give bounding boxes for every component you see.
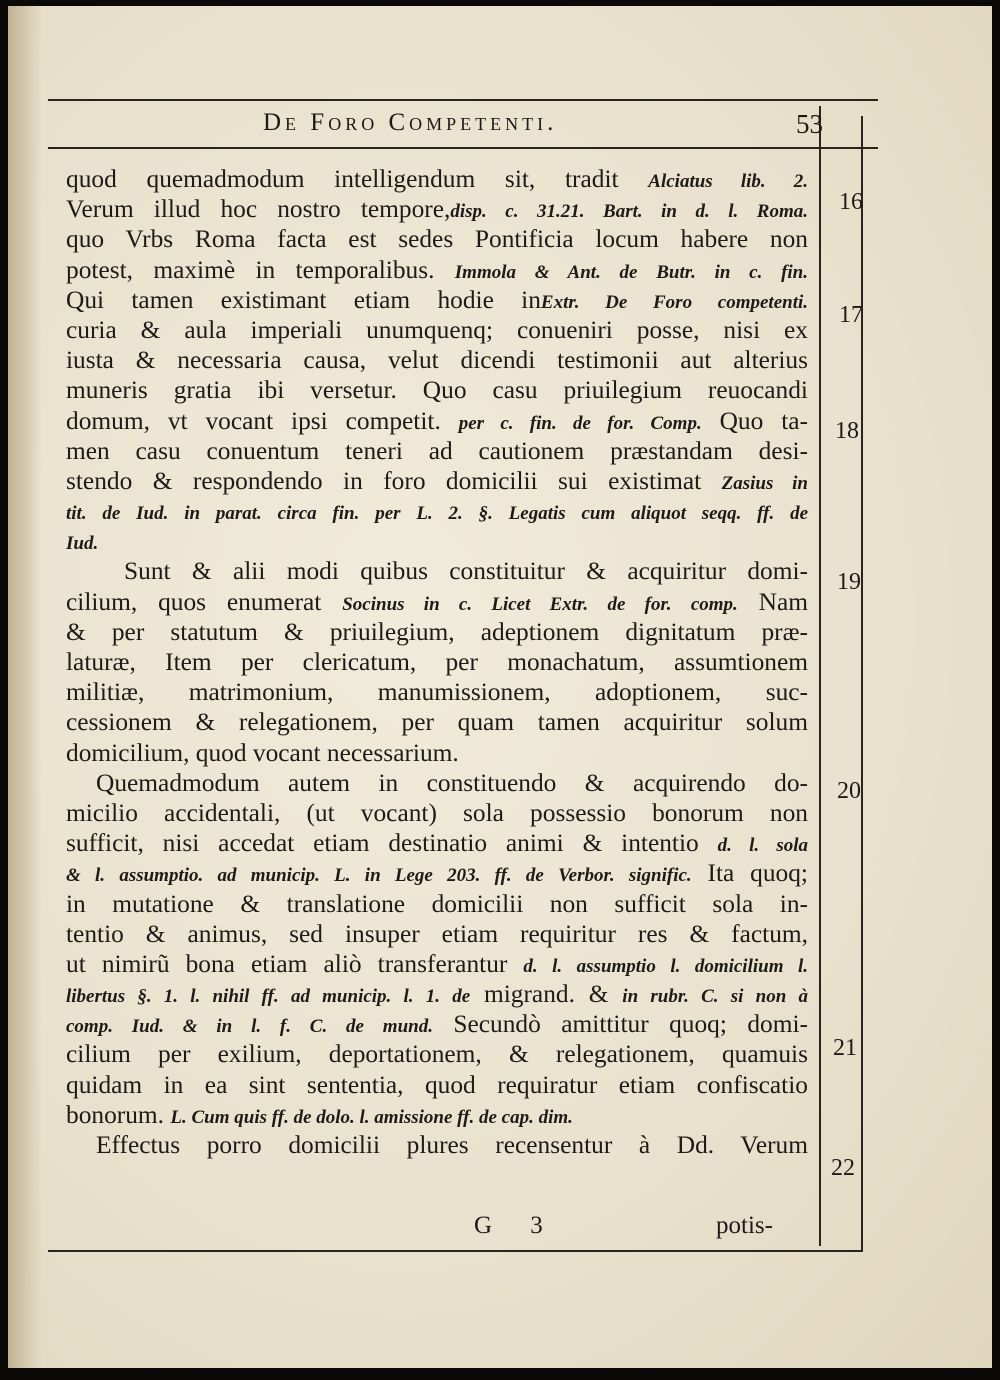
text-line <box>66 164 808 194</box>
text-line <box>66 828 808 858</box>
text-line <box>66 768 808 798</box>
citation-text: comp. Iud. & in l. f. C. de mund. <box>66 1016 433 1038</box>
citation-text: Zasius in <box>721 472 808 494</box>
margin-number: 20 <box>837 778 861 804</box>
text-line <box>66 707 808 737</box>
line-text: bonorum. <box>66 1100 171 1129</box>
text-line <box>66 858 808 888</box>
margin-number: 22 <box>831 1155 855 1181</box>
text-line <box>66 919 808 949</box>
text-line <box>66 255 808 285</box>
line-text: cilium, quos enumerat <box>66 587 343 616</box>
line-text: quo Vrbs Roma facta est sedes Pontificia locum habere non <box>66 225 808 254</box>
citation-text: L. Cum quis ff. de dolo. l. amissione ff. de cap. dim. <box>170 1106 573 1128</box>
text-line <box>66 285 808 315</box>
line-text: domum, vt vocant ipsi competit. <box>66 406 459 435</box>
citation-text: Extr. De Foro competenti. <box>540 291 808 313</box>
line-text: Verum illud hoc nostro tempore, <box>66 195 451 224</box>
margin-number: 18 <box>835 418 859 444</box>
text-line <box>66 466 808 496</box>
text-line <box>66 738 808 768</box>
line-text: cessionem & relegationem, per quam tamen acquiritur solum <box>66 708 808 737</box>
citation-text: in rubr. C. si non à <box>622 986 808 1008</box>
citation-text: Alciatus lib. 2. <box>648 171 808 192</box>
text-line <box>66 556 808 586</box>
citation-text: disp. c. 31.21. Bart. in d. l. Roma. <box>450 201 808 223</box>
citation-text: & l. assumptio. ad municip. L. in Lege 203. ff. de Verbor. signific. <box>66 865 692 887</box>
text-line <box>66 1039 808 1069</box>
line-text: stendo & respondendo in foro domicilii sui existimat <box>66 466 722 495</box>
text-line <box>66 677 808 707</box>
text-line <box>66 194 808 224</box>
text-line <box>66 406 808 436</box>
text-line <box>66 647 808 677</box>
line-text: men casu conuentum teneri ad cautionem præstandam desi- <box>66 436 808 465</box>
line-text: & per statutum & priuilegium, adeptionem dignitatum præ- <box>66 617 808 646</box>
margin-number: 19 <box>837 569 861 595</box>
margin-number: 17 <box>839 302 863 328</box>
line-text: potest, maximè in temporalibus. <box>66 255 455 284</box>
margin-number: 16 <box>839 189 863 215</box>
text-line <box>66 375 808 405</box>
signature-mark: G 3 <box>474 1212 559 1239</box>
text-line <box>66 889 808 919</box>
citation-text: libertus §. 1. l. nihil ff. ad municip. l. 1. de <box>66 986 471 1008</box>
line-text: in mutatione & translatione domicilii non sufficit sola in- <box>66 889 808 918</box>
running-title: De Foro Competenti. <box>263 109 558 136</box>
line-text: muneris gratia ibi versetur. Quo casu priuilegium reuocandi <box>66 376 808 405</box>
footer-rule <box>48 1250 863 1252</box>
line-text: Secundò amittitur quoq; domi- <box>432 1010 808 1039</box>
line-text: Quemadmodum autem in constituendo & acquirendo do- <box>96 768 808 797</box>
margin-column-rule <box>819 106 821 1246</box>
text-line <box>66 1070 808 1100</box>
citation-text: Socinus in c. Licet Extr. de for. comp. <box>342 593 738 615</box>
line-text: quidam in ea sint sententia, quod requiratur etiam confiscatio <box>66 1070 808 1099</box>
line-text: cilium per exilium, deportationem, & relegationem, quamuis <box>66 1040 808 1069</box>
text-line <box>66 798 808 828</box>
book-page <box>8 6 992 1368</box>
citation-text: tit. de Iud. in parat. circa fin. per L. 2. §. Legatis cum aliquot seqq. ff. de <box>66 503 808 525</box>
body-text <box>66 164 808 1160</box>
text-line <box>66 315 808 345</box>
margin-number: 21 <box>833 1035 857 1061</box>
line-text: iusta & necessaria causa, velut dicendi testimonii aut alterius <box>66 346 808 375</box>
line-text: Nam <box>737 587 808 616</box>
catchword: potis- <box>716 1212 773 1239</box>
line-text: quod quemadmodum intelligendum sit, tradit <box>66 165 649 193</box>
header-bottom-rule <box>48 147 878 149</box>
line-text: Qui tamen existimant etiam hodie in <box>66 285 541 314</box>
line-text: tentio & animus, sed insuper etiam requiritur res & factum, <box>66 919 808 948</box>
line-text: migrand. & <box>470 980 623 1009</box>
line-text: Effectus porro domicilii plures recensentur à Dd. Verum <box>96 1131 808 1159</box>
line-text: sufficit, nisi accedat etiam destinatio animi & intentio <box>66 829 718 858</box>
citation-text: Iud. <box>66 533 99 555</box>
text-line <box>66 224 808 254</box>
line-text: laturæ, Item per clericatum, per monachatum, assumtionem <box>66 648 808 676</box>
citation-text: per c. fin. de for. Comp. <box>458 412 702 434</box>
text-line <box>66 617 808 647</box>
line-text: Quo ta- <box>701 406 808 435</box>
text-line <box>66 436 808 466</box>
line-text: ut nimirũ bona etiam aliò transferantur <box>66 949 524 978</box>
text-line <box>66 1130 808 1160</box>
text-line <box>66 1009 808 1039</box>
line-text: Sunt & alii modi quibus constituitur & acquiritur domi- <box>124 557 808 586</box>
citation-text: Immola & Ant. de Butr. in c. fin. <box>454 261 808 283</box>
citation-text: d. l. assumptio l. domicilium l. <box>523 955 808 977</box>
citation-text: d. l. sola <box>717 835 808 857</box>
text-line <box>66 949 808 979</box>
text-line <box>66 526 808 556</box>
text-line <box>66 1100 808 1130</box>
page-header <box>263 109 823 145</box>
text-line <box>66 587 808 617</box>
page-gutter <box>8 6 42 1368</box>
line-text: Ita quoq; <box>691 859 808 888</box>
page-number: 53 <box>796 109 823 139</box>
line-text: domicilium, quod vocant necessarium. <box>66 738 459 767</box>
text-line <box>66 496 808 526</box>
line-text: micilio accidentali, (ut vocant) sola possessio bonorum non <box>66 798 808 827</box>
outer-frame-rule <box>861 116 863 1251</box>
header-top-rule <box>48 99 878 101</box>
line-text: militiæ, matrimonium, manumissionem, adoptionem, suc- <box>66 678 808 707</box>
text-line <box>66 979 808 1009</box>
line-text: curia & aula imperiali unumquenq; conueniri posse, nisi ex <box>66 315 808 344</box>
text-line <box>66 345 808 375</box>
